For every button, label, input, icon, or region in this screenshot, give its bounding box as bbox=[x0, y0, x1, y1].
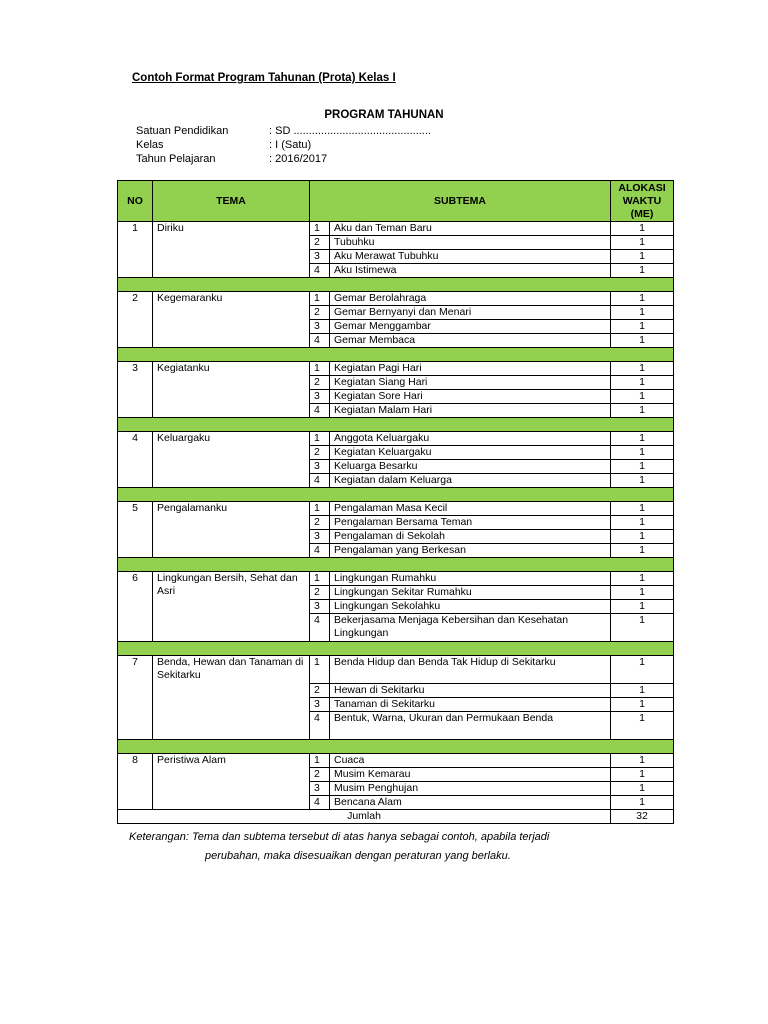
subtheme-number: 4 bbox=[310, 796, 330, 810]
time-allocation: 1 bbox=[611, 264, 674, 278]
table-header-row bbox=[118, 181, 674, 222]
subtheme-number: 1 bbox=[310, 362, 330, 376]
theme-number: 4 bbox=[118, 432, 153, 488]
info-row-kelas bbox=[136, 138, 431, 152]
subtheme-number: 2 bbox=[310, 446, 330, 460]
subtheme-label: Cuaca bbox=[330, 754, 611, 768]
subtheme-number: 2 bbox=[310, 306, 330, 320]
subtheme-number: 1 bbox=[310, 572, 330, 586]
info-row-satuan bbox=[136, 124, 431, 138]
subtheme-label: Lingkungan Rumahku bbox=[330, 572, 611, 586]
separator-row bbox=[118, 488, 674, 502]
subtheme-number: 2 bbox=[310, 236, 330, 250]
subtheme-label: Gemar Membaca bbox=[330, 334, 611, 348]
time-allocation: 1 bbox=[611, 222, 674, 236]
separator-cell bbox=[118, 558, 674, 572]
theme-name: Benda, Hewan dan Tanaman di Sekitarku bbox=[153, 656, 310, 740]
time-allocation: 1 bbox=[611, 572, 674, 586]
subtheme-label: Musim Penghujan bbox=[330, 782, 611, 796]
subtheme-number: 1 bbox=[310, 432, 330, 446]
separator-cell bbox=[118, 418, 674, 432]
theme-number: 5 bbox=[118, 502, 153, 558]
time-allocation: 1 bbox=[611, 432, 674, 446]
subtheme-number: 2 bbox=[310, 516, 330, 530]
program-table bbox=[117, 180, 674, 824]
total-label: Jumlah bbox=[118, 810, 611, 824]
subtheme-label: Kegiatan Pagi Hari bbox=[330, 362, 611, 376]
subtheme-number: 3 bbox=[310, 250, 330, 264]
table-row bbox=[118, 362, 674, 376]
time-allocation: 1 bbox=[611, 768, 674, 782]
subtheme-label: Bentuk, Warna, Ukuran dan Permukaan Benda bbox=[330, 712, 611, 740]
separator-cell bbox=[118, 348, 674, 362]
time-allocation: 1 bbox=[611, 502, 674, 516]
header-alokasi: ALOKASI WAKTU (ME) bbox=[611, 181, 674, 222]
time-allocation: 1 bbox=[611, 530, 674, 544]
time-allocation: 1 bbox=[611, 376, 674, 390]
note-line-2: perubahan, maka disesuaikan dengan peraturan yang berlaku. bbox=[205, 850, 511, 862]
theme-number: 6 bbox=[118, 572, 153, 642]
info-value: : 2016/2017 bbox=[269, 153, 328, 165]
subtheme-number: 2 bbox=[310, 376, 330, 390]
subtheme-number: 4 bbox=[310, 712, 330, 740]
subtheme-label: Lingkungan Sekitar Rumahku bbox=[330, 586, 611, 600]
table-row bbox=[118, 222, 674, 236]
time-allocation: 1 bbox=[611, 334, 674, 348]
subtheme-number: 2 bbox=[310, 586, 330, 600]
separator-cell bbox=[118, 278, 674, 292]
info-value: : SD ............................................. bbox=[269, 125, 431, 137]
time-allocation: 1 bbox=[611, 684, 674, 698]
subtheme-label: Kegiatan dalam Keluarga bbox=[330, 474, 611, 488]
separator-cell bbox=[118, 488, 674, 502]
time-allocation: 1 bbox=[611, 544, 674, 558]
subtheme-label: Kegiatan Keluargaku bbox=[330, 446, 611, 460]
theme-name: Pengalamanku bbox=[153, 502, 310, 558]
info-label: Satuan Pendidikan bbox=[136, 125, 229, 137]
subtheme-label: Lingkungan Sekolahku bbox=[330, 600, 611, 614]
time-allocation: 1 bbox=[611, 474, 674, 488]
table-body bbox=[118, 222, 674, 824]
time-allocation: 1 bbox=[611, 600, 674, 614]
subtheme-number: 1 bbox=[310, 502, 330, 516]
separator-cell bbox=[118, 642, 674, 656]
info-label: Kelas bbox=[136, 139, 164, 151]
time-allocation: 1 bbox=[611, 614, 674, 642]
subtheme-label: Tanaman di Sekitarku bbox=[330, 698, 611, 712]
time-allocation: 1 bbox=[611, 250, 674, 264]
separator-cell bbox=[118, 740, 674, 754]
note-line-1: Keterangan: Tema dan subtema tersebut di atas hanya sebagai contoh, apabila terjadi bbox=[129, 831, 550, 843]
subtheme-label: Gemar Menggambar bbox=[330, 320, 611, 334]
subtheme-label: Kegiatan Malam Hari bbox=[330, 404, 611, 418]
time-allocation: 1 bbox=[611, 446, 674, 460]
theme-name: Diriku bbox=[153, 222, 310, 278]
theme-name: Kegemaranku bbox=[153, 292, 310, 348]
time-allocation: 1 bbox=[611, 390, 674, 404]
time-allocation: 1 bbox=[611, 754, 674, 768]
time-allocation: 1 bbox=[611, 460, 674, 474]
subtheme-label: Pengalaman di Sekolah bbox=[330, 530, 611, 544]
separator-row bbox=[118, 418, 674, 432]
separator-row bbox=[118, 558, 674, 572]
subtheme-label: Aku dan Teman Baru bbox=[330, 222, 611, 236]
subtheme-number: 3 bbox=[310, 782, 330, 796]
total-row bbox=[118, 810, 674, 824]
theme-name: Peristiwa Alam bbox=[153, 754, 310, 810]
separator-row bbox=[118, 740, 674, 754]
subtheme-label: Tubuhku bbox=[330, 236, 611, 250]
subtheme-number: 3 bbox=[310, 320, 330, 334]
time-allocation: 1 bbox=[611, 796, 674, 810]
subtheme-label: Pengalaman Bersama Teman bbox=[330, 516, 611, 530]
time-allocation: 1 bbox=[611, 320, 674, 334]
header-no: NO bbox=[118, 181, 153, 222]
subtheme-number: 1 bbox=[310, 222, 330, 236]
header-subtema: SUBTEMA bbox=[310, 181, 611, 222]
theme-number: 1 bbox=[118, 222, 153, 278]
subtheme-label: Gemar Bernyanyi dan Menari bbox=[330, 306, 611, 320]
info-value: : I (Satu) bbox=[269, 139, 312, 151]
time-allocation: 1 bbox=[611, 712, 674, 740]
time-allocation: 1 bbox=[611, 292, 674, 306]
subtheme-label: Pengalaman yang Berkesan bbox=[330, 544, 611, 558]
time-allocation: 1 bbox=[611, 404, 674, 418]
table-row bbox=[118, 432, 674, 446]
separator-row bbox=[118, 642, 674, 656]
separator-row bbox=[118, 278, 674, 292]
subtheme-number: 1 bbox=[310, 656, 330, 684]
subtheme-label: Benda Hidup dan Benda Tak Hidup di Sekitarku bbox=[330, 656, 611, 684]
time-allocation: 1 bbox=[611, 782, 674, 796]
subtheme-label: Aku Istimewa bbox=[330, 264, 611, 278]
subtheme-number: 4 bbox=[310, 614, 330, 642]
time-allocation: 1 bbox=[611, 516, 674, 530]
subtheme-label: Musim Kemarau bbox=[330, 768, 611, 782]
subtheme-number: 3 bbox=[310, 698, 330, 712]
subtheme-number: 3 bbox=[310, 530, 330, 544]
time-allocation: 1 bbox=[611, 236, 674, 250]
subtheme-label: Aku Merawat Tubuhku bbox=[330, 250, 611, 264]
table-row bbox=[118, 292, 674, 306]
info-row-tahun bbox=[136, 152, 431, 166]
subtheme-number: 1 bbox=[310, 754, 330, 768]
theme-number: 2 bbox=[118, 292, 153, 348]
time-allocation: 1 bbox=[611, 586, 674, 600]
subtheme-number: 3 bbox=[310, 390, 330, 404]
total-value: 32 bbox=[611, 810, 674, 824]
subtheme-number: 4 bbox=[310, 544, 330, 558]
table-row bbox=[118, 754, 674, 768]
theme-name: Kegiatanku bbox=[153, 362, 310, 418]
table-row bbox=[118, 572, 674, 586]
info-label: Tahun Pelajaran bbox=[136, 153, 216, 165]
time-allocation: 1 bbox=[611, 362, 674, 376]
note bbox=[129, 828, 549, 866]
subtheme-label: Kegiatan Siang Hari bbox=[330, 376, 611, 390]
table-row bbox=[118, 656, 674, 684]
subtheme-label: Keluarga Besarku bbox=[330, 460, 611, 474]
header-tema: TEMA bbox=[153, 181, 310, 222]
subtheme-label: Pengalaman Masa Kecil bbox=[330, 502, 611, 516]
theme-number: 3 bbox=[118, 362, 153, 418]
subtheme-label: Gemar Berolahraga bbox=[330, 292, 611, 306]
theme-name: Keluargaku bbox=[153, 432, 310, 488]
subtheme-label: Bekerjasama Menjaga Kebersihan dan Kesehatan Lingkungan bbox=[330, 614, 611, 642]
time-allocation: 1 bbox=[611, 656, 674, 684]
info-block bbox=[136, 124, 431, 166]
subtheme-label: Anggota Keluargaku bbox=[330, 432, 611, 446]
subtheme-number: 4 bbox=[310, 264, 330, 278]
program-title: PROGRAM TAHUNAN bbox=[324, 109, 444, 121]
time-allocation: 1 bbox=[611, 698, 674, 712]
subtheme-label: Kegiatan Sore Hari bbox=[330, 390, 611, 404]
subtheme-label: Hewan di Sekitarku bbox=[330, 684, 611, 698]
subtheme-number: 4 bbox=[310, 404, 330, 418]
subtheme-number: 2 bbox=[310, 768, 330, 782]
subtheme-number: 3 bbox=[310, 600, 330, 614]
subtheme-number: 3 bbox=[310, 460, 330, 474]
separator-row bbox=[118, 348, 674, 362]
subtheme-number: 4 bbox=[310, 474, 330, 488]
subtheme-label: Bencana Alam bbox=[330, 796, 611, 810]
subtheme-number: 4 bbox=[310, 334, 330, 348]
time-allocation: 1 bbox=[611, 306, 674, 320]
document-title: Contoh Format Program Tahunan (Prota) Kelas I bbox=[132, 72, 396, 84]
subtheme-number: 1 bbox=[310, 292, 330, 306]
theme-number: 7 bbox=[118, 656, 153, 740]
table-row bbox=[118, 502, 674, 516]
theme-number: 8 bbox=[118, 754, 153, 810]
subtheme-number: 2 bbox=[310, 684, 330, 698]
theme-name: Lingkungan Bersih, Sehat dan Asri bbox=[153, 572, 310, 642]
